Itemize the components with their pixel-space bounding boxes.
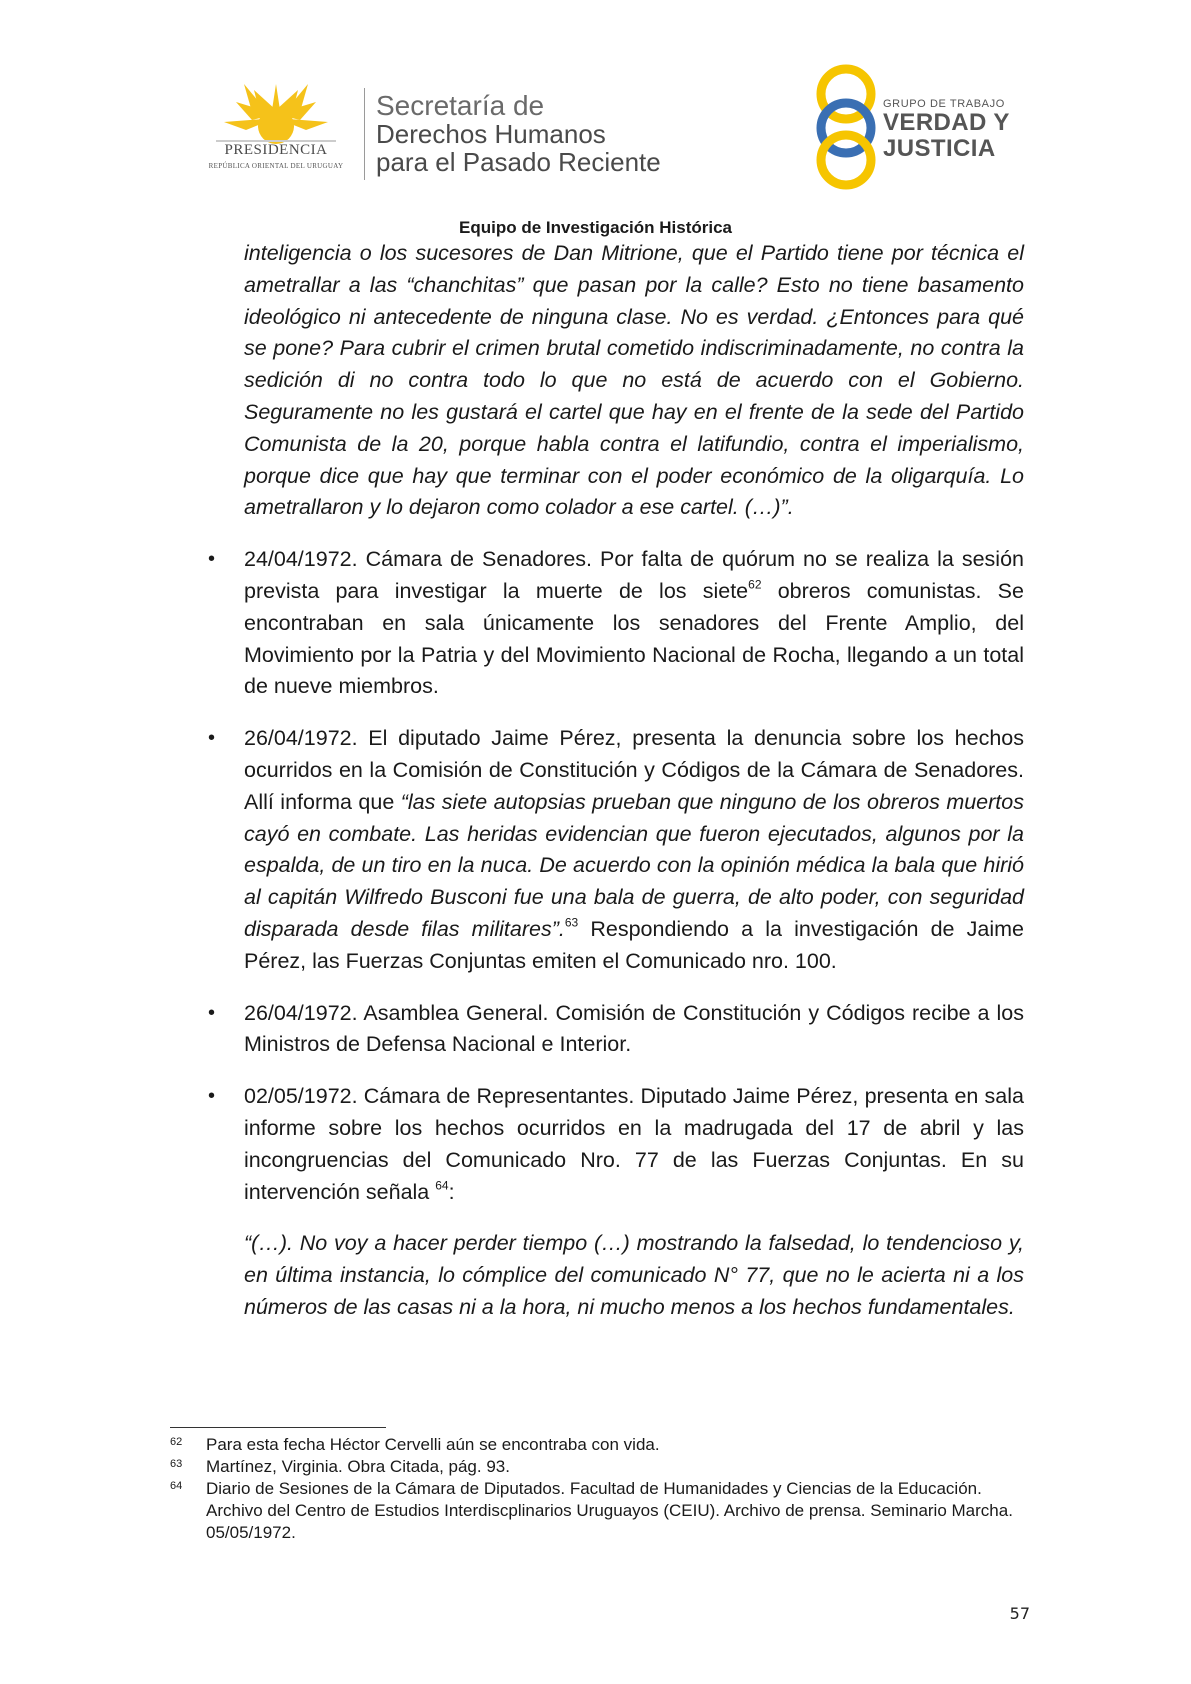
header-divider — [364, 88, 365, 180]
grupo-trabajo-text — [883, 98, 1010, 162]
list-item — [208, 1081, 1024, 1208]
secretaria-line-2: Derechos Humanos — [376, 119, 606, 149]
presidencia-logo — [196, 80, 356, 180]
presidencia-label: PRESIDENCIA — [224, 142, 328, 158]
document-body — [208, 238, 1024, 1345]
sun-emblem-icon — [196, 80, 356, 150]
grupo-line-2: VERDAD Y — [883, 109, 1010, 136]
text-run: : — [448, 1179, 455, 1204]
footnote-text: Para esta fecha Héctor Cervelli aún se encontraba con vida. — [206, 1435, 660, 1454]
closing-quote: “(…). No voy a hacer perder tiempo (…) mostrando la falsedad, lo tendencioso y, en última instancia, lo cómplice del comunicado N° 77, que no le acierta ni a los números de las casas ni a la hora, ni mucho menos a los hechos fundamentales. — [244, 1231, 1024, 1319]
list-item-text — [244, 723, 1024, 977]
grupo-line-3: JUSTICIA — [883, 135, 996, 162]
page-header — [0, 0, 1191, 237]
list-item-text — [244, 1081, 1024, 1208]
footnote-number: 63 — [170, 1458, 183, 1470]
footnote-ref[interactable]: 62 — [748, 577, 762, 592]
text-run: Respondiendo a la investigación de Jaime Pérez, las Fuerzas Conjuntas emiten el Comunicado nro. 100. — [244, 916, 1024, 973]
grupo-line-1: GRUPO DE TRABAJO — [883, 98, 1005, 110]
bullet-marker: • — [208, 1001, 216, 1024]
footnote-number: 64 — [170, 1480, 183, 1492]
bullet-marker: • — [208, 727, 216, 750]
bullet-marker: • — [208, 1085, 216, 1108]
footnote — [170, 1478, 1025, 1544]
list-item — [208, 998, 1024, 1062]
quoted-text: “las siete autopsias prueban que ninguno de los obreros muertos cayó en combate. Las heridas evidencian que fueron ejecutados, algunos por la espalda, de un tiro en la nuca. De acuerdo con la opinión médica la bala que hirió al capitán Wilfredo Busconi fue una bala de guerra, de alto poder, con seguridad disparada desde filas militares”. — [244, 789, 1024, 941]
text-run: 26/04/1972. El diputado Jaime Pérez, presenta la denuncia sobre los hechos ocurridos en la Comisión de Constitución y Códigos de la Cámara de Senadores. Allí informa que — [244, 726, 1024, 814]
text-run: 02/05/1972. Cámara de Representantes. Diputado Jaime Pérez, presenta en sala informe sobre los hechos ocurridos en la madrugada del 17 de abril y las incongruencias del Comunicado Nro. 77 de las Fuerzas Conjuntas. En su intervención señala — [244, 1084, 1024, 1204]
page-number: 57 — [1009, 1604, 1030, 1623]
grupo-trabajo-logo — [810, 62, 1030, 192]
footnote — [170, 1434, 1025, 1456]
footnote — [170, 1456, 1025, 1478]
list-item-text: 26/04/1972. Asamblea General. Comisión de Constitución y Códigos recibe a los Ministros de Defensa Nacional e Interior. — [244, 1000, 1024, 1057]
opening-quote: inteligencia o los sucesores de Dan Mitrione, que el Partido tiene por técnica el ametrallar a las “chanchitas” que pasan por la calle? Esto no tiene basamento ideológico ni antecedente de ninguna clase. No es verdad. ¿Entonces para qué se pone? Para cubrir el crimen brutal cometido indiscriminadamente, no contra la sedición di no contra todo lo que no está de acuerdo con el Gobierno. Seguramente no les gustará el cartel que hay en el frente de la sede del Partido Comunista de la 20, porque habla contra el latifundio, contra el imperialismo, porque dice que hay que terminar con el poder económico de la oligarquía. Lo ametrallaron y lo dejaron como colador a ese cartel. (…)”. — [244, 241, 1024, 520]
footnote-number: 62 — [170, 1436, 183, 1448]
rings-emblem-icon — [810, 62, 882, 192]
list-item-text — [244, 544, 1024, 703]
footnote-text: Diario de Sesiones de la Cámara de Diputados. Facultad de Humanidades y Ciencias de la Educación. Archivo del Centro de Estudios Interdiscplinarios Uruguayos (CEIU). Archivo de prensa. Seminario Marcha. 05/05/1972. — [206, 1479, 1013, 1542]
footnote-ref[interactable]: 63 — [564, 915, 579, 930]
text-run: 24/04/1972. Cámara de Senadores. Por falta de quórum no se realiza la sesión prevista para investigar la muerte de los siete — [244, 547, 1024, 603]
secretaria-line-3: para el Pasado Reciente — [376, 147, 661, 177]
footnote-ref[interactable]: 64 — [435, 1177, 449, 1192]
presidencia-subtitle: REPÚBLICA ORIENTAL DEL URUGUAY — [208, 162, 344, 170]
secretaria-logo-text — [376, 92, 661, 176]
team-title: Equipo de Investigación Histórica — [459, 218, 732, 237]
list-item — [208, 544, 1024, 703]
text-run: obreros comunistas. Se encontraban en sala únicamente los senadores del Frente Amplio, del Movimiento por la Patria y del Movimiento Nacional de Rocha, llegando a un total de nueve miembros. — [244, 578, 1024, 699]
footnotes — [170, 1434, 1025, 1544]
footnote-text: Martínez, Virginia. Obra Citada, pág. 93. — [206, 1457, 510, 1476]
bullet-marker: • — [208, 548, 216, 571]
footnote-separator — [170, 1427, 386, 1428]
list-item — [208, 723, 1024, 977]
secretaria-line-1: Secretaría de — [376, 90, 545, 121]
